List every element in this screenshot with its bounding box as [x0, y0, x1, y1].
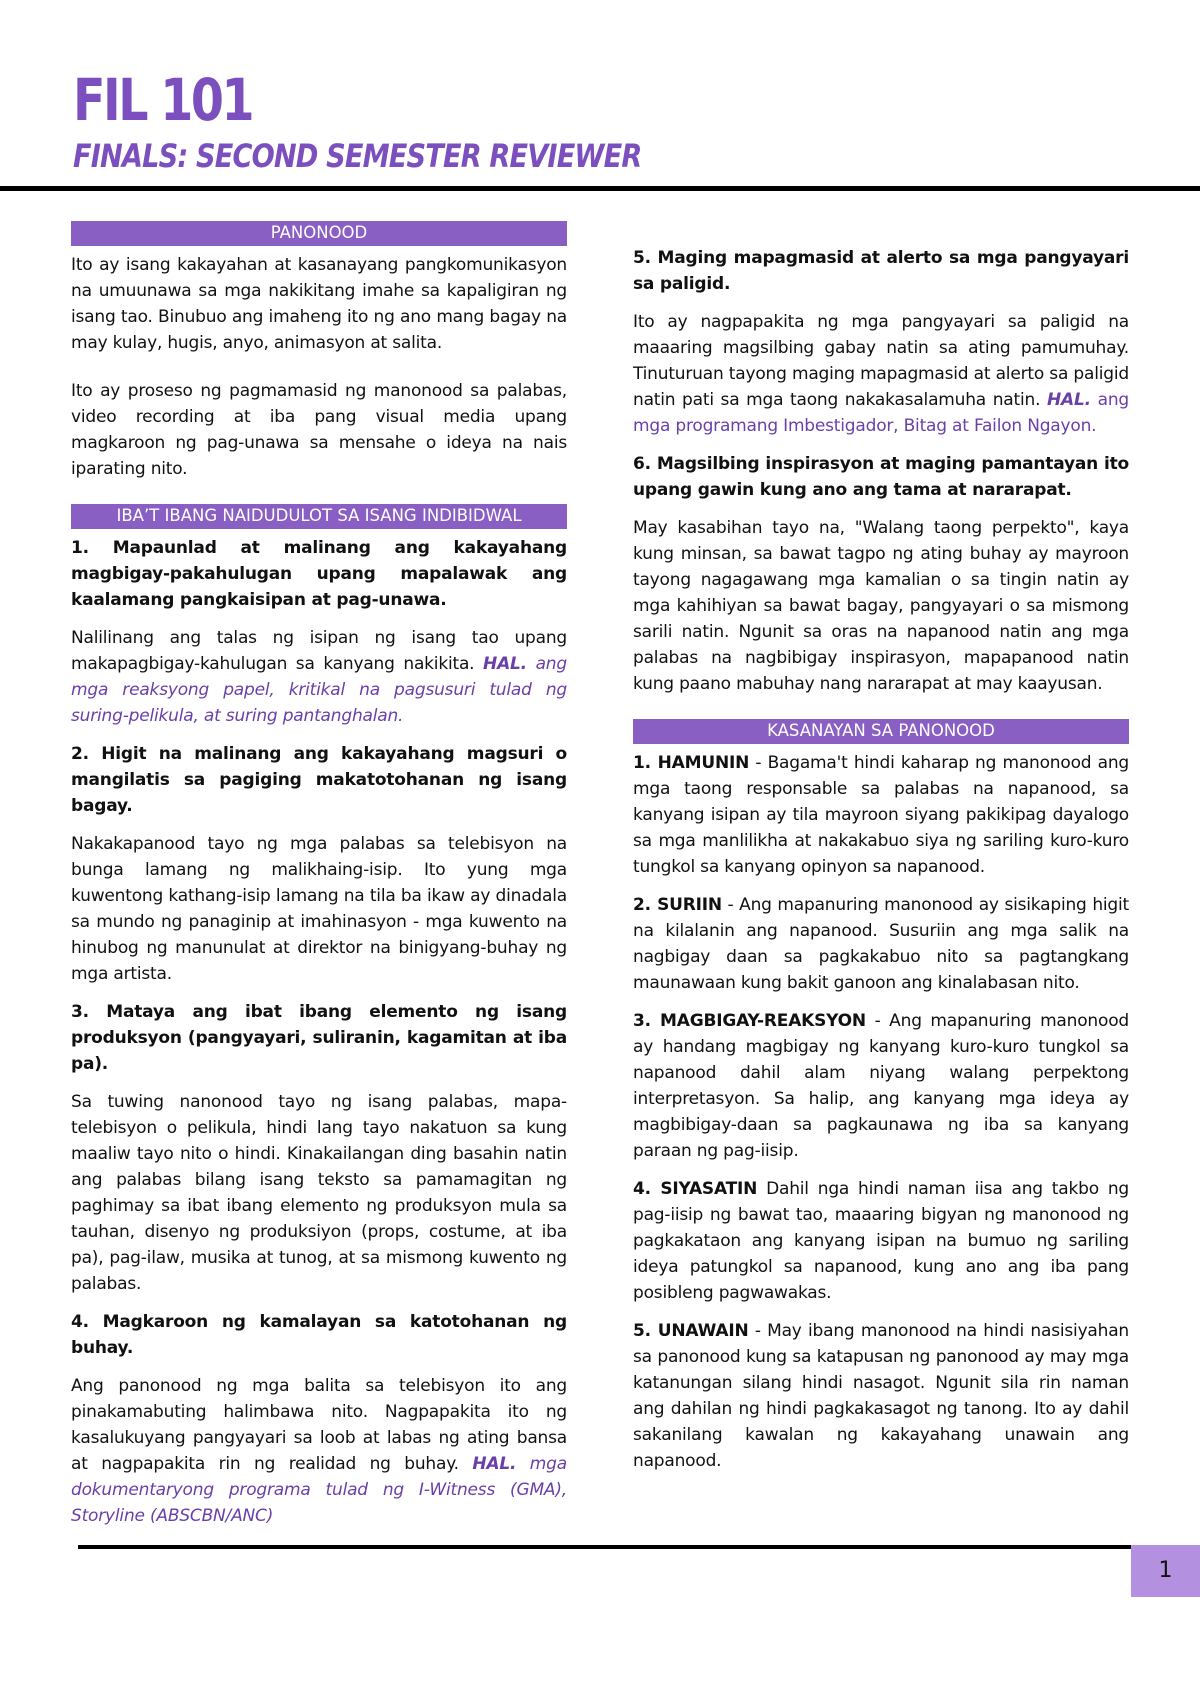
- skill-suriin: [633, 892, 1129, 996]
- skill-text-2: - Ang mapanuring manonood ay sisikaping higit na kilalanin ang napanood. Susuriin ang mga salik na nagbigay daan sa pagkakabuo nito sa pagtangkang maunawaan kung bakit ganoon ang kinalabasan nito.: [633, 895, 1129, 993]
- item-heading-2: 2. Higit na malinang ang kakayahang magsuri o mangilatis sa pagiging makatotohanan ng isang bagay.: [71, 744, 567, 816]
- skill-label-3: 3. MAGBIGAY-REAKSYON: [633, 1011, 866, 1031]
- example-label: HAL.: [1047, 390, 1091, 410]
- skill-text-3: - Ang mapanuring manonood ay handang magbigay ng kanyang kuro-kuro tungkol sa napanood dahil alam niyang walang perpektong interpretasyon. Sa halip, ang kanyang mga ideya ay magbibigay-daan sa pagkaunawa ng iba sa kanyang paraan ng pag-iisip.: [633, 1011, 1129, 1161]
- item-paragraph-4: [71, 1373, 567, 1529]
- section-band-naidudulot: IBA’T IBANG NAIDUDULOT SA ISANG INDIBIDWAL: [71, 504, 567, 529]
- header-rule: [0, 186, 1200, 191]
- skill-unawain: [633, 1318, 1129, 1474]
- item-heading-6: 6. Magsilbing inspirasyon at maging pamantayan ito upang gawin kung ano ang tama at nararapat.: [633, 454, 1129, 500]
- intro-paragraph-1: Ito ay isang kakayahan at kasanayang pangkomunikasyon na umuunawa sa mga nakikitang imahe sa kapaligiran ng isang tao. Binubuo ang imaheng ito ng ano mang bagay na may kulay, hugis, anyo, animasyon at salita.: [71, 255, 567, 353]
- skill-text-4: Dahil nga hindi naman iisa ang takbo ng pag-iisip ng bawat tao, maaaring bigyan ng manonood ng pagkakataon ang kanyang isipan na bumuo ng sariling ideya patungkol sa napanood, kung ano ang iba pang posibleng pagwawakas.: [633, 1179, 1129, 1303]
- intro-paragraph-2: Ito ay proseso ng pagmamasid ng manonood sa palabas, video recording at iba pang visual media upang magkaroon ng pag-unawa sa mensahe o ideya na nais iparating nito.: [71, 381, 567, 479]
- item-text-5: Ito ay nagpapakita ng mga pangyayari sa paligid na maaaring magsilbing gabay natin sa ating pamumuhay. Tinuturuan tayong maging mapagmasid at alerto sa paligid natin pati sa mga taong nakakasalamuha natin.: [633, 312, 1129, 410]
- item-heading-3: 3. Mataya ang ibat ibang elemento ng isang produksyon (pangyayari, suliranin, kagamitan at iba pa).: [71, 1002, 567, 1074]
- skill-text-1: - Bagama't hindi kaharap ng manonood ang mga taong responsable sa palabas na napanood, sa kanyang isipan ay tila mayroon siyang pakikipag dayalogo sa mga manlilikha at nakakabuo siya ng sariling kuro-kuro tungkol sa kanyang opinyon sa napanood.: [633, 753, 1130, 877]
- skill-hamunin: [633, 750, 1129, 880]
- skill-label-4: 4. SIYASATIN: [633, 1179, 758, 1199]
- left-column: [71, 221, 567, 1541]
- right-column: [633, 245, 1129, 1486]
- skill-label-1: 1. HAMUNIN: [633, 753, 750, 773]
- skill-text-5: - May ibang manonood na hindi nasisiyahan sa panonood kung sa katapusan ng panonood ay may mga katanungan silang hindi nasagot. Ngunit sila rin naman ang dahilan ng hindi pagkakasagot ng tanong. Ito ay dahil sakanilang kawalan ng kakayahang unawain ang napanood.: [633, 1321, 1130, 1471]
- skill-label-2: 2. SURIIN: [633, 895, 722, 915]
- skill-siyasatin: [633, 1176, 1129, 1306]
- skill-magbigay-reaksyon: [633, 1008, 1129, 1164]
- item-paragraph-6: May kasabihan tayo na, "Walang taong perpekto", kaya kung minsan, sa bawat tagpo ng ating buhay ay mayroon tayong nagagawang mga kamalian o sa tingin natin ay mga kahihiyan sa bawat bagay, pangyayari o sa mismong sarili natin. Ngunit sa oras na napanood natin ang mga palabas na nagbibigay inspirasyon, mapapanood natin kung paano mabuhay nang nararapat at may kaayusan.: [633, 518, 1129, 694]
- skill-label-5: 5. UNAWAIN: [633, 1321, 749, 1341]
- example-label: HAL.: [472, 1454, 517, 1474]
- example-text-5: ang mga programang Imbestigador, Bitag at Failon Ngayon.: [633, 390, 1129, 436]
- footer-rule: [78, 1545, 1131, 1549]
- example-text-1: ang mga reaksyong papel, kritikal na pagsusuri tulad ng suring-pelikula, at suring pantanghalan.: [71, 654, 567, 726]
- page-number: 1: [1131, 1545, 1200, 1597]
- item-paragraph-1: [71, 625, 567, 729]
- document-subtitle: FINALS: SECOND SEMESTER REVIEWER: [73, 137, 642, 175]
- item-heading-4: 4. Magkaroon ng kamalayan sa katotohanan ng buhay.: [71, 1312, 567, 1358]
- item-text-1: Nalilinang ang talas ng isipan ng isang tao upang makapagbigay-kahulugan sa kanyang nakikita.: [71, 628, 567, 674]
- item-paragraph-5: [633, 309, 1129, 439]
- item-text-4: Ang panonood ng mga balita sa telebisyon ito ang pinakamabuting halimbawa nito. Nagpapakita ito ng kasalukuyang pangyayari sa loob at labas ng ating bansa at nagpapakita rin ng realidad ng buhay.: [71, 1376, 567, 1474]
- section-band-kasanayan: KASANAYAN SA PANONOOD: [633, 719, 1129, 744]
- item-paragraph-3: Sa tuwing nanonood tayo ng isang palabas, mapa-telebisyon o pelikula, hindi lang tayo nakatuon sa kung maaliw tayo nito o hindi. Kinakailangan ding basahin natin ang palabas bilang isang teksto sa pamamagitan ng paghimay sa ibat ibang elemento ng produksyon mula sa tauhan, disenyo ng produksiyon (props, costume, at iba pa), pag-ilaw, musika at tunog, at sa mismong kuwento ng palabas.: [71, 1092, 567, 1294]
- example-label: HAL.: [483, 654, 527, 674]
- item-heading-1: 1. Mapaunlad at malinang ang kakayahang magbigay-pakahulugan upang mapalawak ang kaalamang pangkaisipan at pag-unawa.: [71, 538, 567, 610]
- item-paragraph-2: Nakakapanood tayo ng mga palabas sa telebisyon na bunga lamang ng malikhaing-isip. Ito yung mga kuwentong kathang-isip lamang na tila ba ikaw ay dinadala sa mundo ng panaginip at imahinasyon - mga kuwento na hinubog ng manunulat at direktor na binigyang-buhay ng mga artista.: [71, 834, 567, 984]
- item-heading-5: 5. Maging mapagmasid at alerto sa mga pangyayari sa paligid.: [633, 248, 1129, 294]
- section-band-panonood: PANONOOD: [71, 221, 567, 246]
- document-title: FIL 101: [73, 66, 253, 134]
- example-text-4: mga dokumentaryong programa tulad ng I-Witness (GMA), Storyline (ABSCBN/ANC): [71, 1454, 567, 1526]
